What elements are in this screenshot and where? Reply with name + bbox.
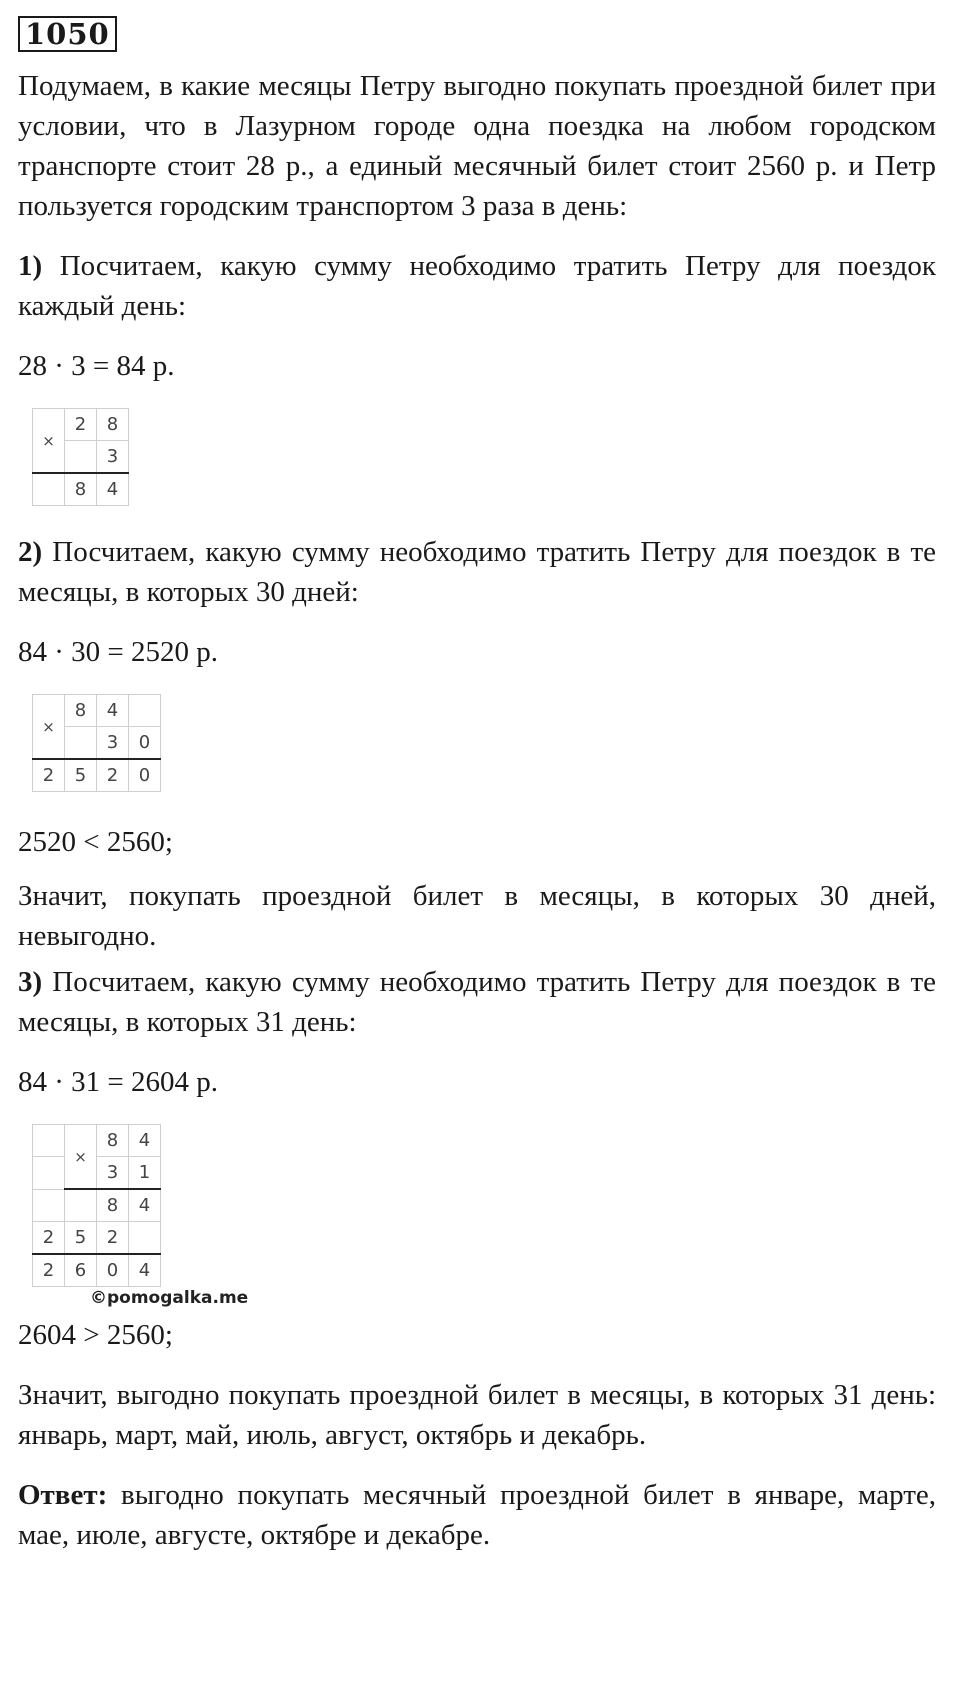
- grid-cell: [65, 727, 97, 760]
- step2-comparison: 2520 < 2560;: [18, 826, 173, 858]
- step3-text: Посчитаем, какую сумму необходимо тратить Петру для поездок в те месяцы, в которых 31 день:: [18, 966, 937, 1038]
- grid-cell: 8: [97, 409, 129, 441]
- grid-row: [33, 1222, 161, 1255]
- step1-text: Посчитаем, какую сумму необходимо тратить Петру для поездок каждый день:: [18, 250, 936, 322]
- grid-cell: 4: [97, 695, 129, 727]
- grid-cell: 3: [97, 1157, 129, 1190]
- grid-cell: 8: [65, 695, 97, 727]
- step1-paragraph: [18, 246, 936, 326]
- grid-cell: 3: [97, 441, 129, 474]
- grid-cell: 5: [65, 1222, 97, 1255]
- grid-row: [33, 695, 161, 727]
- grid-cell: 1: [129, 1157, 161, 1190]
- step3-conclusion: Значит, выгодно покупать проездной билет в месяцы, в которых 31 день: январь, март, май, июль, август, октябрь и декабрь.: [18, 1379, 936, 1451]
- solution-page: [18, 16, 936, 1555]
- grid-cell: 2: [33, 1254, 65, 1287]
- grid-cell: 8: [97, 1125, 129, 1157]
- grid-cell: 3: [97, 727, 129, 760]
- grid-cell: [33, 473, 65, 506]
- answer-text: выгодно покупать месячный проездной билет в январе, марте, мае, июле, августе, октябре и декабре.: [18, 1479, 936, 1551]
- grid-cell: 0: [129, 727, 161, 760]
- grid-cell: [33, 1157, 65, 1190]
- grid-cell: ×: [33, 695, 65, 760]
- grid-cell: 2: [97, 1222, 129, 1255]
- grid-cell: ×: [65, 1125, 97, 1190]
- grid-cell: 0: [129, 759, 161, 792]
- answer-label: Ответ:: [18, 1479, 108, 1511]
- step2-equation: 84 · 30 = 2520 р.: [18, 636, 219, 668]
- answer-paragraph: [18, 1475, 936, 1555]
- grid-cell: 2: [97, 759, 129, 792]
- step3-equation: 84 · 31 = 2604 р.: [18, 1066, 219, 1098]
- problem-number-box: 1050: [18, 16, 117, 52]
- grid-cell: 2: [65, 409, 97, 441]
- grid-cell: [65, 1189, 97, 1222]
- grid-cell: [33, 1189, 65, 1222]
- grid-cell: ×: [33, 409, 65, 474]
- step1-marker: 1): [18, 250, 43, 282]
- grid-cell: 4: [129, 1125, 161, 1157]
- grid-cell: [129, 1222, 161, 1255]
- grid-cell: 4: [129, 1189, 161, 1222]
- grid-row: [33, 473, 129, 506]
- grid-cell: 2: [33, 759, 65, 792]
- step3-paragraph: [18, 962, 936, 1042]
- grid-cell: 4: [97, 473, 129, 506]
- step3-marker: 3): [18, 966, 43, 998]
- grid-row: [33, 409, 129, 441]
- grid-cell: 6: [65, 1254, 97, 1287]
- problem-number: [18, 16, 936, 52]
- grid-row: [33, 1254, 161, 1287]
- grid-cell: 0: [97, 1254, 129, 1287]
- step3-multiplication-grid: [32, 1124, 161, 1287]
- grid-cell: 5: [65, 759, 97, 792]
- intro-paragraph: Подумаем, в какие месяцы Петру выгодно покупать проездной билет при условии, что в Лазурном городе одна поездка на любом городском транспорте стоит 28 р., а единый месячный билет стоит 2560 р. и Петр пользуется городским транспортом 3 раза в день:: [18, 70, 936, 222]
- step2-multiplication-grid: [32, 694, 161, 792]
- watermark: ©pomogalka.me: [90, 1288, 249, 1308]
- grid-cell: 8: [65, 473, 97, 506]
- step1-multiplication-grid: [32, 408, 129, 506]
- grid-row: [33, 759, 161, 792]
- step3-comparison: 2604 > 2560;: [18, 1319, 173, 1351]
- grid-row: [33, 1189, 161, 1222]
- grid-cell: 8: [97, 1189, 129, 1222]
- step2-marker: 2): [18, 536, 43, 568]
- step2-paragraph: [18, 532, 936, 612]
- grid-cell: [33, 1125, 65, 1157]
- grid-cell: 4: [129, 1254, 161, 1287]
- grid-row: [33, 1157, 161, 1190]
- grid-row: [33, 1125, 161, 1157]
- grid-cell: [65, 441, 97, 474]
- grid-cell: 2: [33, 1222, 65, 1255]
- grid-cell: [129, 695, 161, 727]
- step2-text: Посчитаем, какую сумму необходимо тратить Петру для поездок в те месяцы, в которых 30 дней:: [18, 536, 937, 608]
- step1-equation: 28 · 3 = 84 р.: [18, 350, 175, 382]
- step2-conclusion: Значит, покупать проездной билет в месяцы, в которых 30 дней, невыгодно.: [18, 880, 936, 952]
